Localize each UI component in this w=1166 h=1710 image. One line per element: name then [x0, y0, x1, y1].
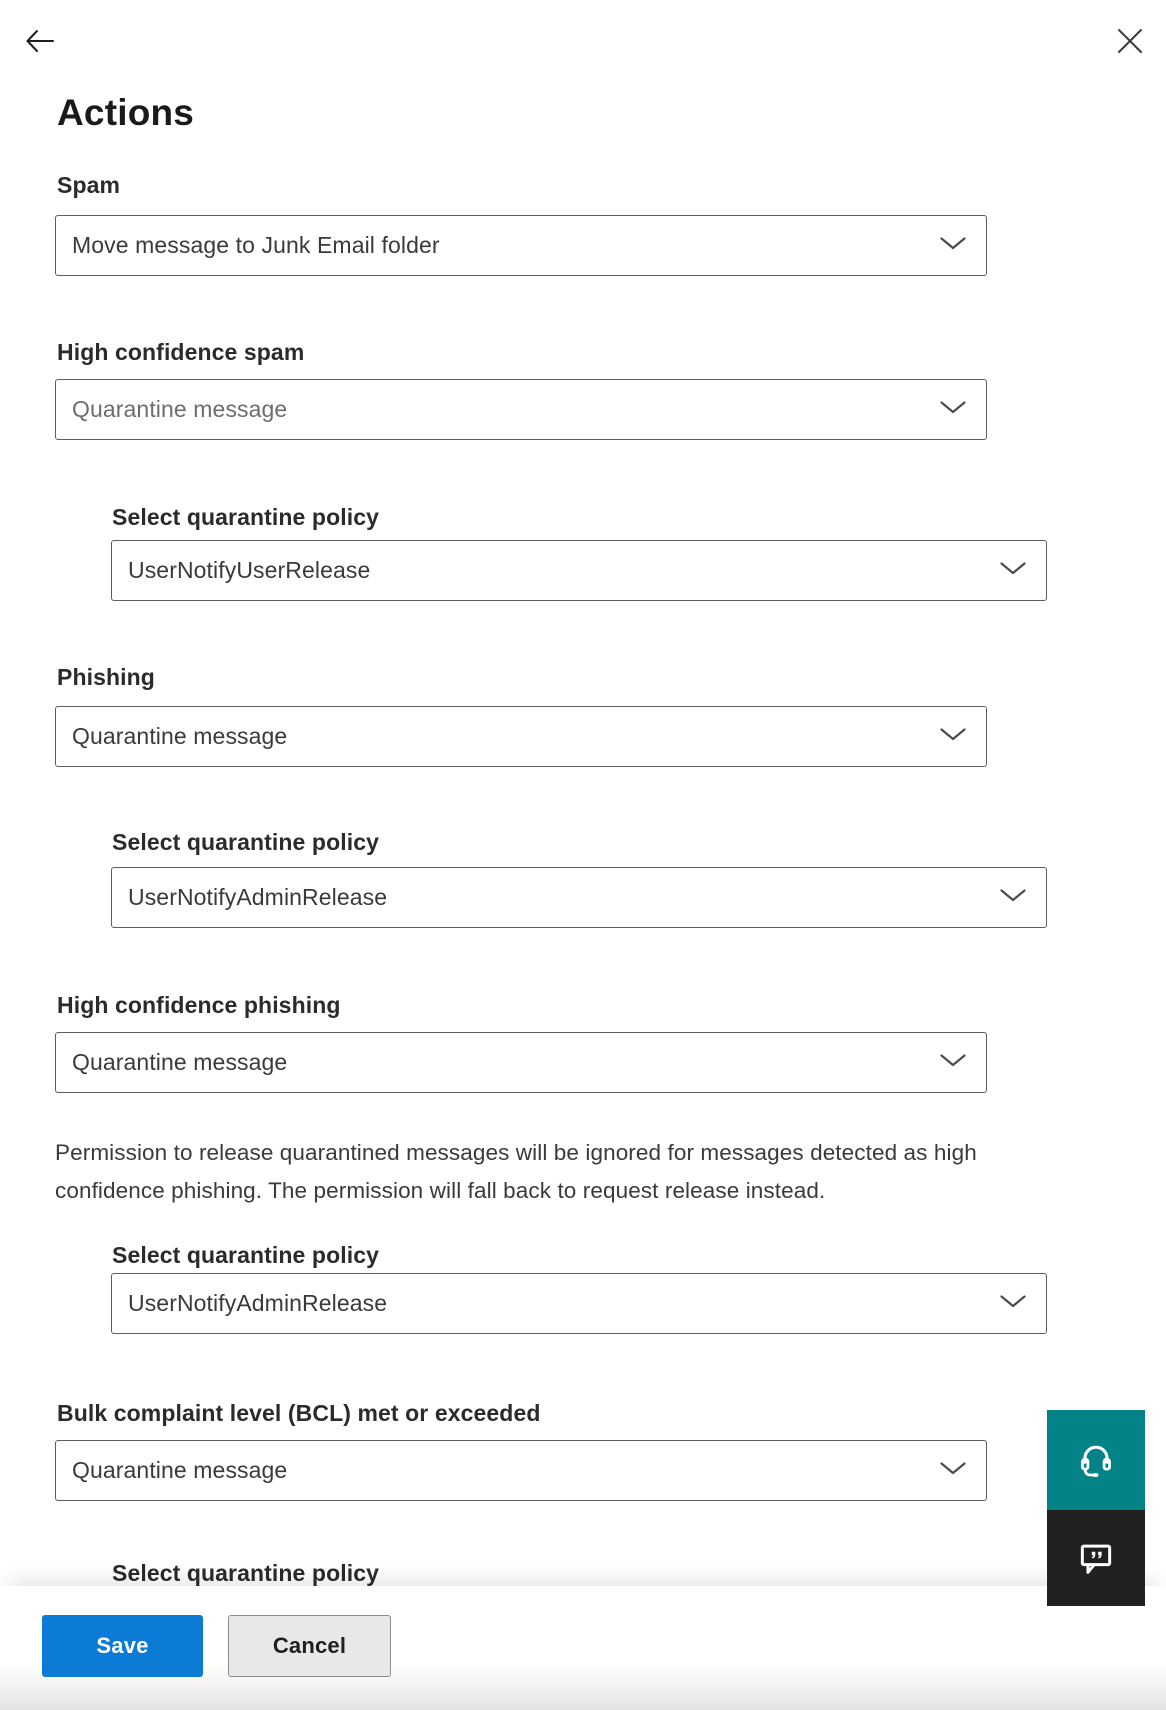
footer-bar: [0, 1586, 1166, 1710]
hc-spam-quarantine-policy-label: Select quarantine policy: [112, 504, 379, 530]
cancel-button[interactable]: Cancel: [228, 1615, 391, 1677]
page-title: Actions: [57, 92, 195, 133]
back-button[interactable]: [22, 24, 58, 58]
feedback-button[interactable]: [1047, 1510, 1145, 1606]
phishing-action-dropdown[interactable]: [55, 706, 987, 767]
hc-spam-quarantine-policy-value: UserNotifyUserRelease: [128, 557, 371, 583]
hc-phishing-quarantine-policy-dropdown[interactable]: [111, 1273, 1047, 1334]
phishing-action-value: Quarantine message: [72, 723, 288, 749]
high-confidence-spam-action-dropdown[interactable]: [55, 379, 987, 440]
high-confidence-spam-label: High confidence spam: [57, 339, 305, 365]
headset-icon: [1074, 1438, 1118, 1482]
save-button[interactable]: Save: [42, 1615, 203, 1677]
hc-phishing-note: Permission to release quarantined messages will be ignored for messages detected as high confidence phishing. The permission will fall back to request release instead.: [55, 1140, 977, 1203]
hc-phishing-quarantine-policy-value: UserNotifyAdminRelease: [128, 1290, 388, 1316]
spam-action-value: Move message to Junk Email folder: [72, 232, 440, 258]
bcl-quarantine-policy-label: Select quarantine policy: [112, 1560, 379, 1586]
feedback-bubble-icon: [1075, 1537, 1117, 1579]
bcl-label: Bulk complaint level (BCL) met or exceeded: [57, 1400, 541, 1426]
high-confidence-phishing-label: High confidence phishing: [57, 992, 341, 1018]
phishing-quarantine-policy-value: UserNotifyAdminRelease: [128, 884, 388, 910]
phishing-quarantine-policy-label: Select quarantine policy: [112, 829, 379, 855]
hc-spam-quarantine-policy-dropdown[interactable]: [111, 540, 1047, 601]
spam-action-dropdown[interactable]: [55, 215, 987, 276]
high-confidence-phishing-action-value: Quarantine message: [72, 1049, 288, 1075]
phishing-label: Phishing: [57, 664, 155, 690]
close-button[interactable]: [1111, 22, 1149, 60]
chevron-down-icon: [940, 237, 966, 255]
chevron-down-icon: [940, 401, 966, 419]
chevron-down-icon: [1000, 1295, 1026, 1313]
close-icon: [1116, 27, 1144, 55]
bcl-action-value: Quarantine message: [72, 1457, 288, 1483]
bcl-action-dropdown[interactable]: [55, 1440, 987, 1501]
high-confidence-phishing-action-dropdown[interactable]: [55, 1032, 987, 1093]
help-support-button[interactable]: [1047, 1410, 1145, 1510]
arrow-left-icon: [25, 28, 55, 54]
high-confidence-spam-action-value: Quarantine message: [72, 396, 288, 422]
hc-phishing-quarantine-policy-label: Select quarantine policy: [112, 1242, 379, 1268]
phishing-quarantine-policy-dropdown[interactable]: [111, 867, 1047, 928]
chevron-down-icon: [1000, 562, 1026, 580]
chevron-down-icon: [940, 1462, 966, 1480]
chevron-down-icon: [940, 1054, 966, 1072]
chevron-down-icon: [940, 728, 966, 746]
spam-label: Spam: [57, 172, 121, 198]
chevron-down-icon: [1000, 889, 1026, 907]
